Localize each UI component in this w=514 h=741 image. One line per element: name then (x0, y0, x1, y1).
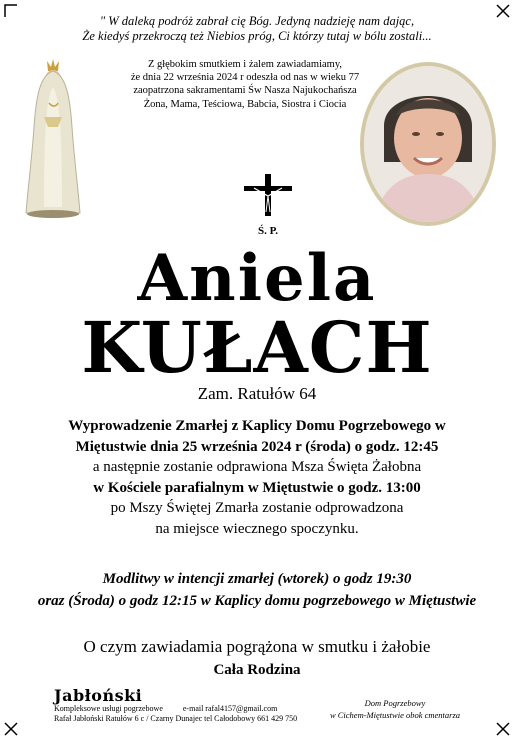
funeral-line: w Kościele parafialnym w Miętustwie o godz. 13:00 (93, 479, 421, 496)
funeral-home-brand: Jabłoński (54, 686, 143, 705)
corner-bracket-icon (4, 722, 18, 736)
funeral-home-email: e-mail rafal4157@gmail.com (182, 704, 278, 713)
deceased-first-name: Aniela (137, 241, 377, 316)
prayer-line: Modlitwy w intencji zmarłej (wtorek) o godz 19:30 (102, 571, 412, 587)
intro-line: zaopatrzona sakramentami Św Nasza Najukochańsza (133, 85, 357, 97)
funeral-details (20, 416, 494, 539)
funeral-home-location (300, 697, 490, 721)
funeral-home-services: Kompleksowe usługi pogrzebowe (54, 704, 163, 713)
quote-line: " W daleką podróż zabrał cię Bóg. Jedyną nadzieję nam dając, (99, 14, 415, 28)
funeral-home-location-line: Dom Pogrzebowy (364, 698, 426, 708)
epitaph-quote (0, 14, 514, 44)
intro-line: że dnia 22 września 2024 r odeszła od nas w wieku 77 (130, 72, 360, 84)
intro-line: Żona, Mama, Teściowa, Babcia, Siostra i Ciocia (143, 98, 347, 110)
funeral-home-location-line: w Cichem-Miętustwie obok cmentarza (329, 710, 461, 720)
cross-label: Ś. P. (257, 225, 279, 237)
deceased-photo (360, 62, 496, 226)
funeral-home-ad (54, 688, 304, 724)
announcement-intro (80, 58, 410, 111)
funeral-home-contact: Rafał Jabłoński Ratułów 6 c / Czarny Dunajec tel Całodobowy 661 429 750 (54, 714, 298, 723)
funeral-line: Wyprowadzenie Zmarłej z Kaplicy Domu Pogrzebowego w (68, 418, 446, 434)
deceased-last-name: KUŁACH (81, 306, 433, 389)
crucifix-icon (240, 172, 296, 237)
prayer-line: oraz (Środa) o godz 12:15 w Kaplicy domu pogrzebowego w Miętustwie (37, 593, 477, 609)
mourning-note: O czym zawiadamia pogrążona w smutku i żałobie (83, 637, 431, 656)
funeral-line: Miętustwie dnia 25 września 2024 r (środa) o godz. 12:45 (75, 438, 439, 455)
funeral-line: a następnie zostanie odprawiona Msza Święta Żałobna (92, 459, 422, 475)
family-signature: Cała Rodzina (213, 662, 301, 678)
intro-line: Z głębokim smutkiem i żalem zawiadamiamy, (147, 59, 343, 70)
funeral-line: po Mszy Świętej Zmarła zostanie odprowadzona (110, 500, 404, 516)
prayer-schedule (0, 568, 514, 612)
residence-address: Zam. Ratułów 64 (197, 384, 317, 403)
quote-line: Że kiedyś przekroczą też Niebios próg, Ci którzy tutaj w bólu zostali... (82, 29, 432, 43)
corner-bracket-icon (496, 722, 510, 736)
funeral-line: na miejsce wiecznego spoczynku. (155, 520, 359, 537)
madonna-figure-icon (22, 57, 84, 219)
